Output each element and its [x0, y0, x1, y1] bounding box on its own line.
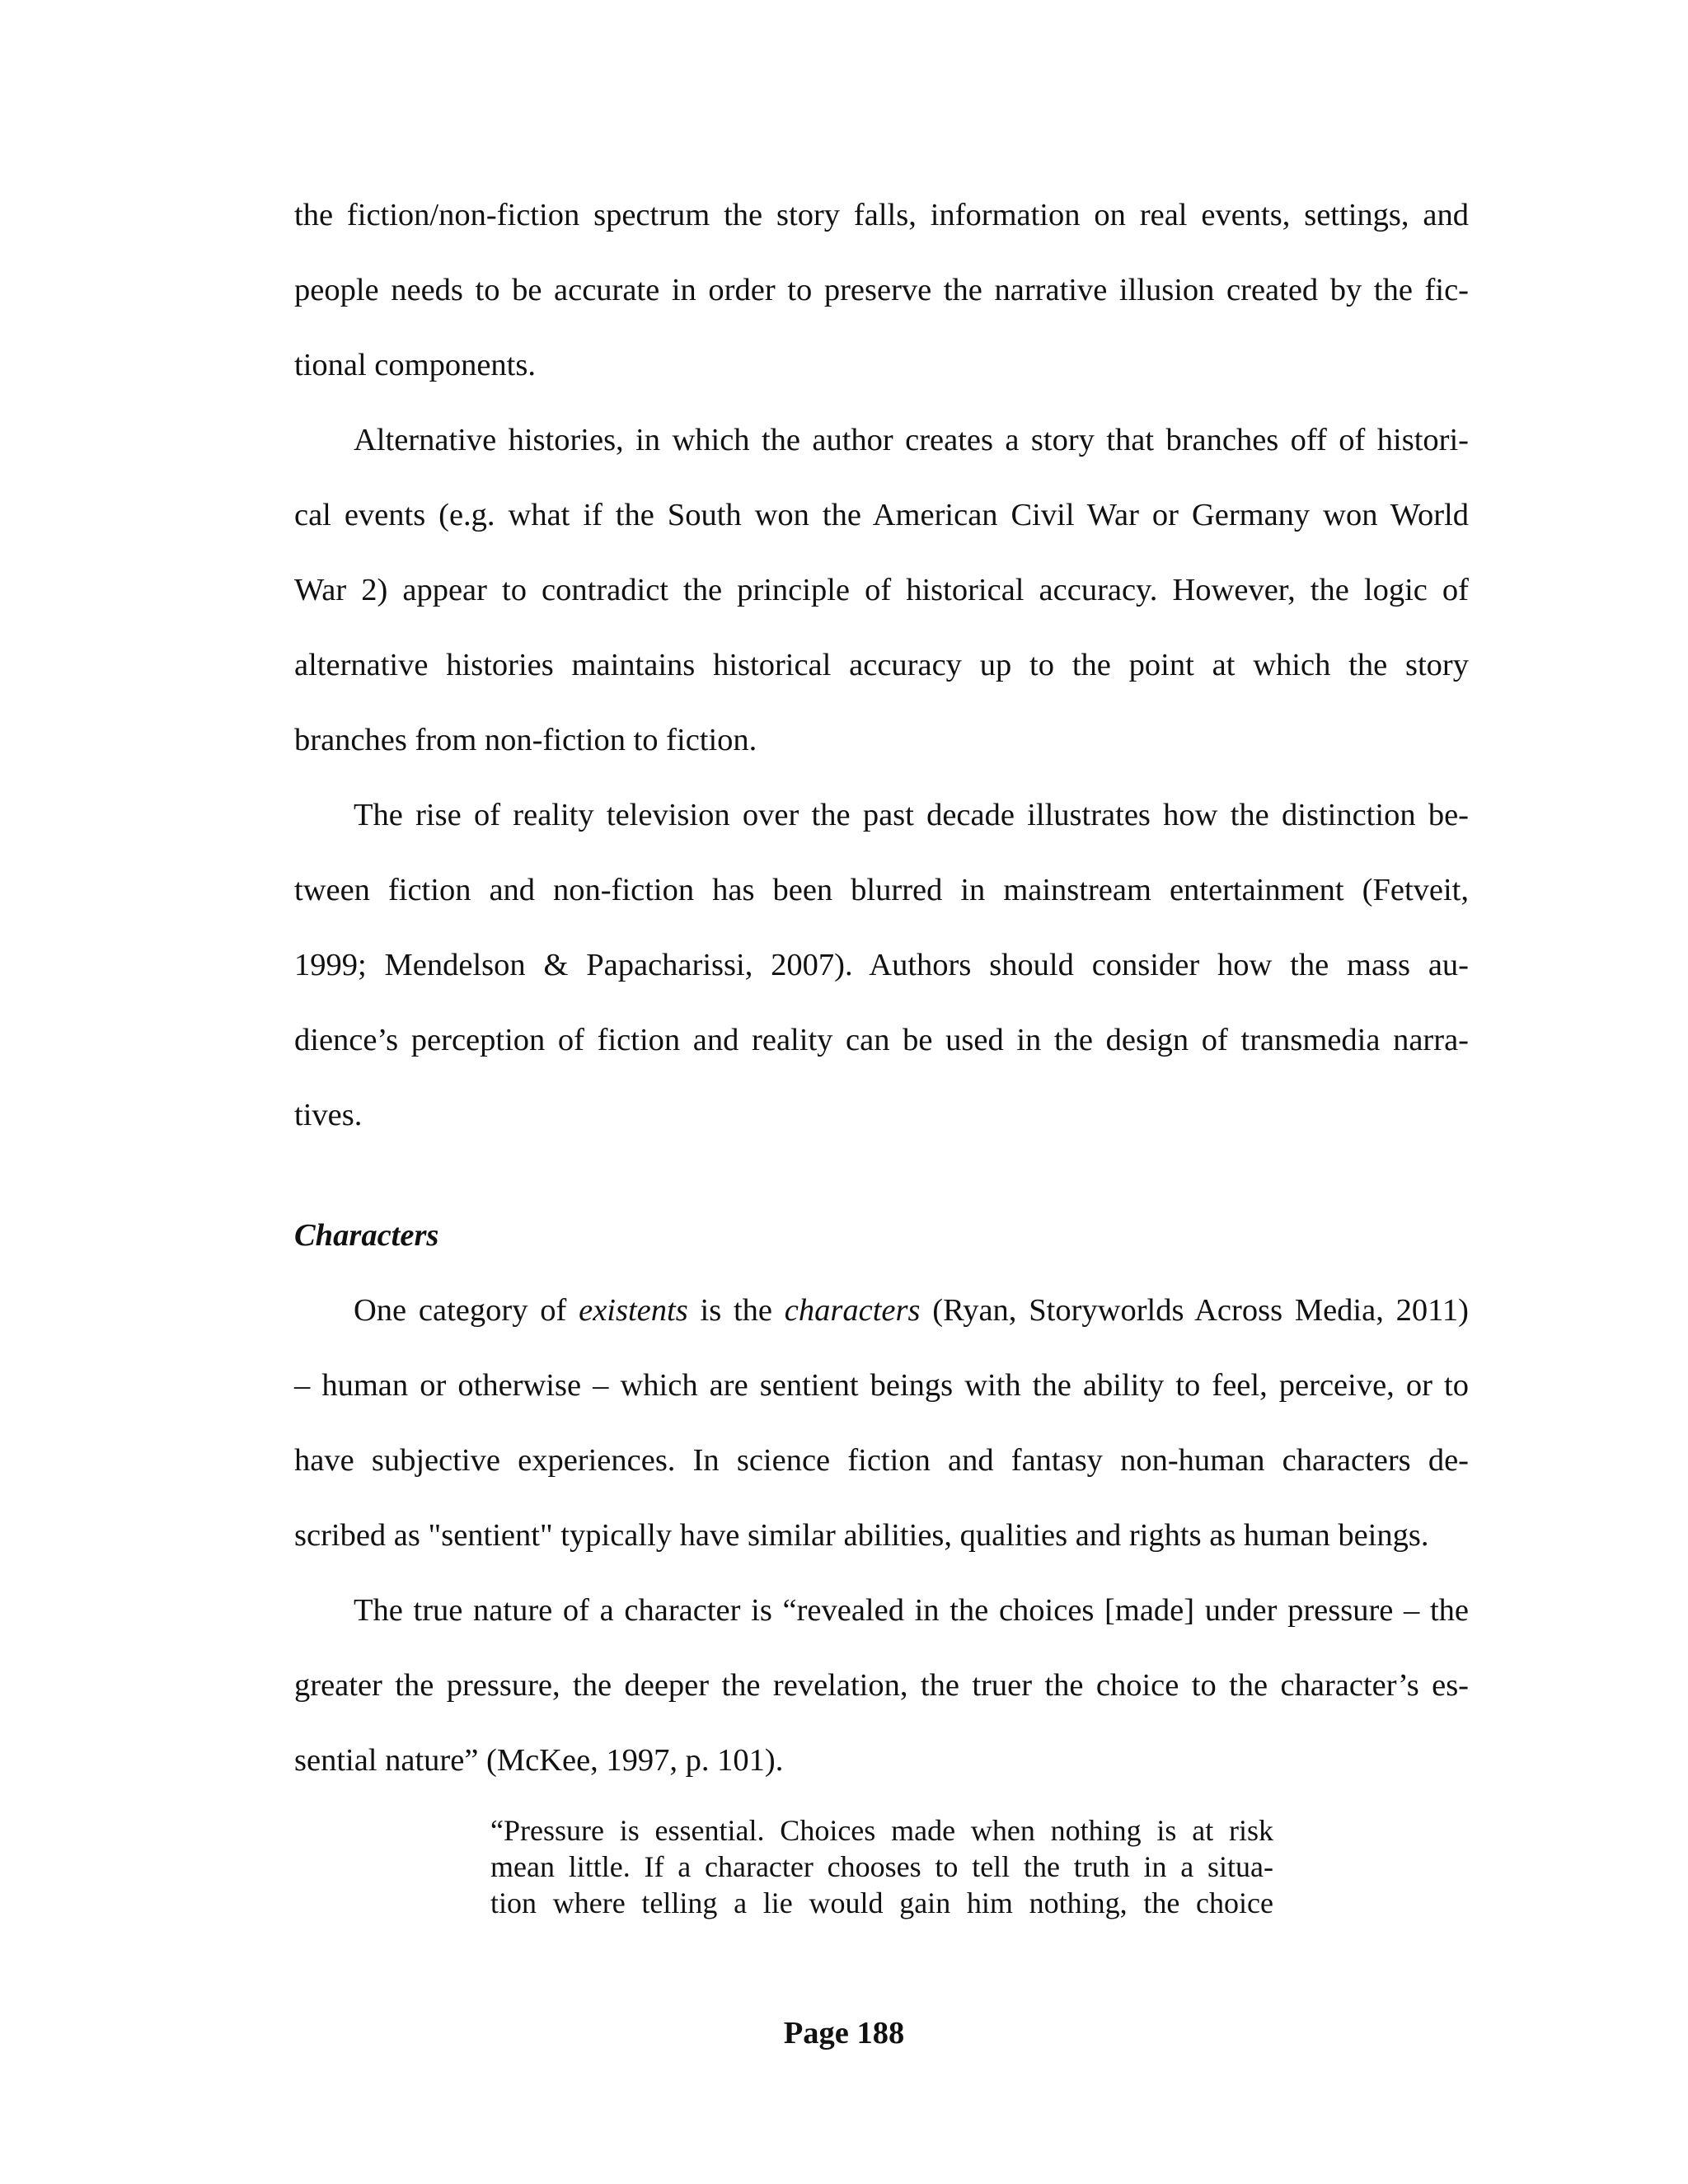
body-text-line: Alternative histories, in which the author creates a story that branches off of histori-	[354, 423, 1469, 457]
body-text-line: branches from non-fiction to fiction.	[294, 723, 757, 757]
italic-term: existents	[579, 1293, 688, 1328]
body-text-line: sential nature” (McKee, 1997, p. 101).	[294, 1743, 784, 1778]
body-text-line: have subjective experiences. In science fiction and fantasy non-human characters de-	[294, 1443, 1469, 1478]
body-text-line: The rise of reality television over the past decade illustrates how the distinction be-	[354, 798, 1469, 832]
page-number: Page 188	[783, 2016, 905, 2050]
body-text-line: – human or otherwise – which are sentient beings with the ability to feel, perceive, or to	[294, 1368, 1469, 1403]
italic-term: characters	[784, 1293, 921, 1328]
block-quote-line: mean little. If a character chooses to tell the truth in a situa-	[490, 1850, 1273, 1883]
body-text-line: the fiction/non-fiction spectrum the story falls, information on real events, settings, and	[294, 198, 1469, 232]
body-text-line: tween fiction and non-fiction has been blurred in mainstream entertainment (Fetveit,	[294, 873, 1469, 907]
body-text-line: people needs to be accurate in order to preserve the narrative illusion created by the fic-	[294, 273, 1469, 307]
section-heading: Characters	[294, 1218, 439, 1253]
body-text-line: scribed as "sentient" typically have similar abilities, qualities and rights as human beings.	[294, 1518, 1429, 1553]
body-text-line: alternative histories maintains historical accuracy up to the point at which the story	[294, 648, 1469, 682]
block-quote-line: tion where telling a lie would gain him nothing, the choice	[490, 1886, 1273, 1919]
body-text-line: tional components.	[294, 348, 536, 382]
body-text-line: 1999; Mendelson & Papacharissi, 2007). Authors should consider how the mass au-	[294, 948, 1469, 982]
text-run: One category of	[354, 1293, 579, 1328]
body-text-line: dience’s perception of fiction and reality can be used in the design of transmedia narra-	[294, 1023, 1469, 1057]
text-run: (Ryan, Storyworlds Across Media, 2011)	[920, 1293, 1469, 1328]
body-text-line: The true nature of a character is “revealed in the choices [made] under pressure – the	[354, 1593, 1469, 1628]
body-text-line: tives.	[294, 1098, 363, 1132]
body-text-line: cal events (e.g. what if the South won the American Civil War or Germany won World	[294, 498, 1469, 532]
body-text-line	[354, 1290, 1469, 1331]
body-text-line: War 2) appear to contradict the principle of historical accuracy. However, the logic of	[294, 573, 1469, 607]
block-quote-line: “Pressure is essential. Choices made when nothing is at risk	[490, 1814, 1273, 1847]
text-run: is the	[687, 1293, 785, 1328]
body-text-line: greater the pressure, the deeper the revelation, the truer the choice to the character’s es-	[294, 1668, 1469, 1703]
